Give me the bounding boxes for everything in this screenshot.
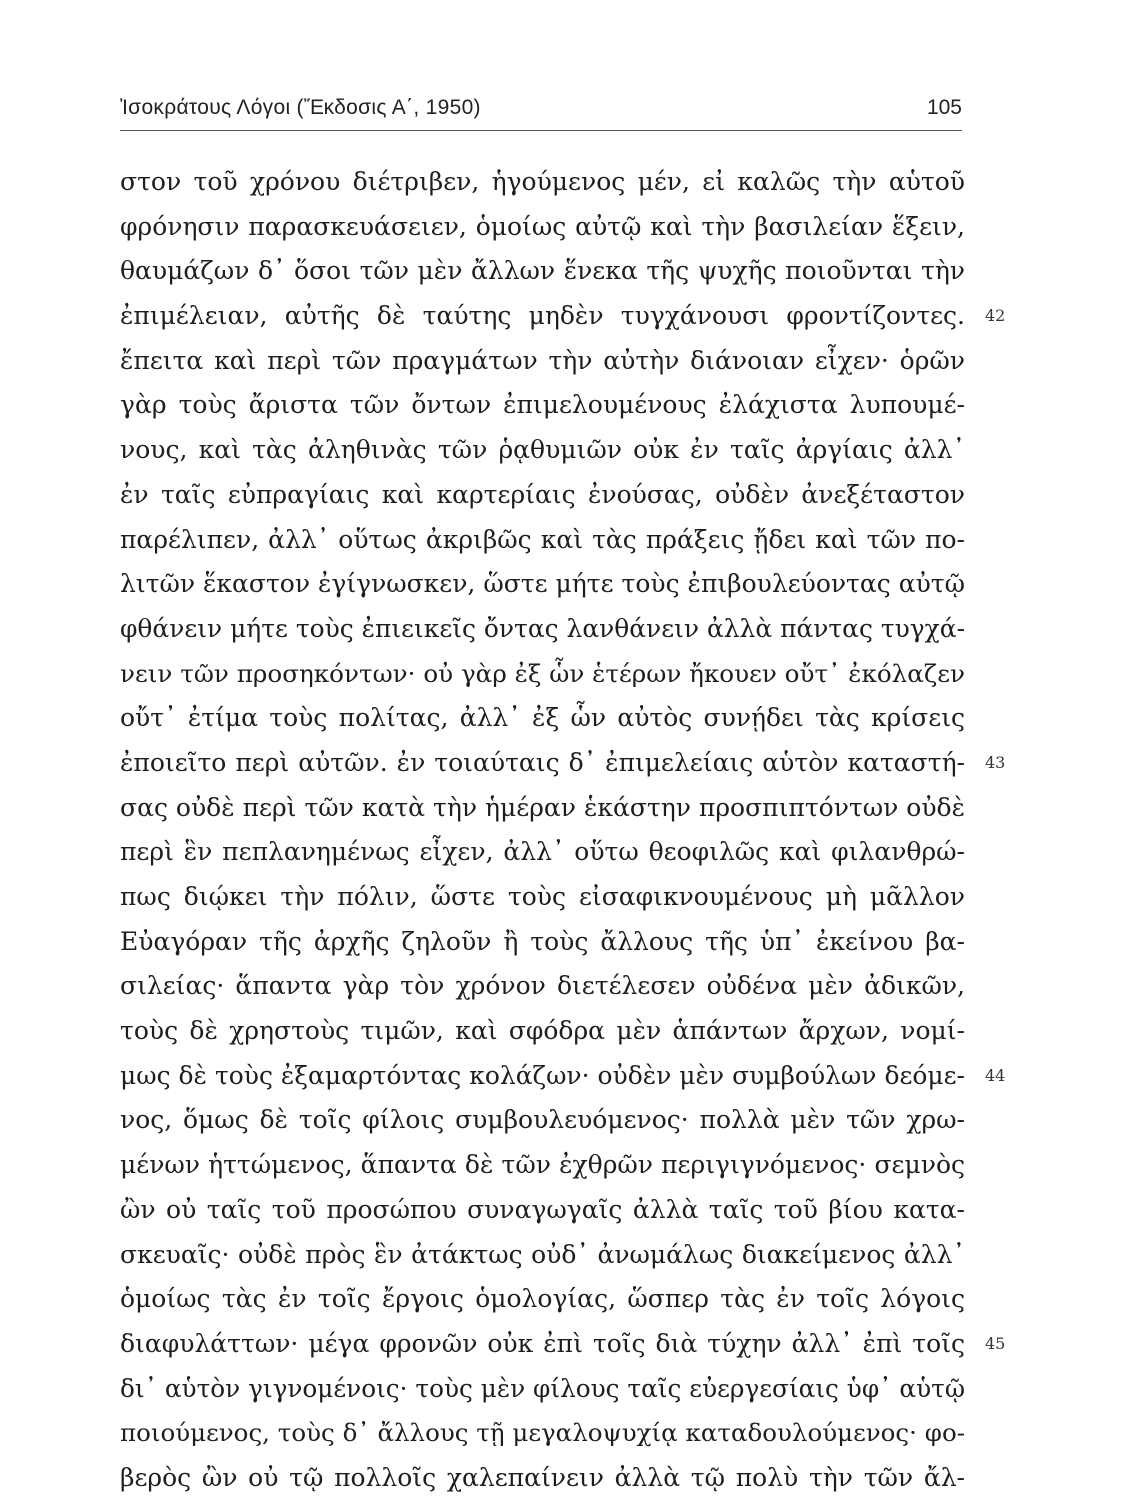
text-line xyxy=(120,205,965,250)
text-line xyxy=(120,1054,1006,1099)
text-line xyxy=(120,607,965,652)
text-line xyxy=(120,1456,965,1501)
text-line xyxy=(120,428,965,473)
running-head xyxy=(120,96,962,130)
line-text: λιτῶν ἕκαστον ἐγίγνωσκεν, ὥστε μήτε τοὺς ἐπιβουλεύοντας αὐτῷ xyxy=(120,569,965,599)
line-text: οὔτ᾽ ἐτίμα τοὺς πολίτας, ἀλλ᾽ ἐξ ὧν αὐτὸς συνῄδει τὰς κρίσεις xyxy=(120,703,965,733)
page-number: 105 xyxy=(926,96,962,119)
line-text: νειν τῶν προσηκόντων· οὐ γὰρ ἐξ ὧν ἑτέρων ἤκουεν οὔτ᾽ ἐκόλαζεν xyxy=(120,658,965,688)
line-text: Εὐαγόραν τῆς ἀρχῆς ζηλοῦν ἢ τοὺς ἄλλους τῆς ὑπ᾽ ἐκείνου βα- xyxy=(120,926,965,956)
line-text: μένων ἡττώμενος, ἅπαντα δὲ τῶν ἐχθρῶν περιγιγνόμενος· σεμνὸς xyxy=(120,1150,965,1180)
line-text: παρέλιπεν, ἀλλ᾽ οὕτως ἀκριβῶς καὶ τὰς πράξεις ᾔδει καὶ τῶν πο- xyxy=(120,524,965,554)
text-line xyxy=(120,1188,965,1233)
line-text: ἔπειτα καὶ περὶ τῶν πραγμάτων τὴν αὐτὴν διάνοιαν εἶχεν· ὁρῶν xyxy=(120,345,965,375)
line-text: περὶ ἓν πεπλανημένως εἶχεν, ἀλλ᾽ οὕτω θεοφιλῶς καὶ φιλανθρώ- xyxy=(120,837,965,867)
margin-section-number: 45 xyxy=(985,1333,1006,1353)
line-text: βερὸς ὢν οὐ τῷ πολλοῖς χαλεπαίνειν ἀλλὰ τῷ πολὺ τὴν τῶν ἄλ- xyxy=(120,1462,965,1492)
line-text: διαφυλάττων· μέγα φρονῶν οὐκ ἐπὶ τοῖς διὰ τύχην ἀλλ᾽ ἐπὶ τοῖς xyxy=(120,1328,965,1358)
text-line xyxy=(120,786,965,831)
line-text: πως διῴκει τὴν πόλιν, ὥστε τοὺς εἰσαφικνουμένους μὴ μᾶλλον xyxy=(120,882,965,911)
text-line xyxy=(120,249,965,294)
line-text: ἐν ταῖς εὐπραγίαις καὶ καρτερίαις ἐνούσας, οὐδὲν ἀνεξέταστον xyxy=(120,479,965,509)
line-text: δι᾽ αὑτὸν γιγνομένοις· τοὺς μὲν φίλους ταῖς εὐεργεσίαις ὑφ᾽ αὑτῷ xyxy=(120,1373,965,1403)
line-text: ποιούμενος, τοὺς δ᾽ ἄλλους τῇ μεγαλοψυχίᾳ καταδουλούμενος· φο- xyxy=(120,1418,965,1448)
line-text: σκευαῖς· οὐδὲ πρὸς ἓν ἀτάκτως οὐδ᾽ ἀνωμάλως διακείμενος ἀλλ᾽ xyxy=(120,1239,965,1269)
line-text: θαυμάζων δ᾽ ὅσοι τῶν μὲν ἄλλων ἕνεκα τῆς ψυχῆς ποιοῦνται τὴν xyxy=(120,256,965,286)
line-text: σας οὐδὲ περὶ τῶν κατὰ τὴν ἡμέραν ἑκάστην προσπιπτόντων οὐδὲ xyxy=(120,792,965,822)
text-line xyxy=(120,830,965,875)
line-text: ὢν οὐ ταῖς τοῦ προσώπου συναγωγαῖς ἀλλὰ ταῖς τοῦ βίου κατα- xyxy=(120,1194,965,1224)
text-line xyxy=(120,160,965,205)
line-text: φθάνειν μήτε τοὺς ἐπιεικεῖς ὄντας λανθάνειν ἀλλὰ πάντας τυγχά- xyxy=(120,613,965,643)
text-line xyxy=(120,741,1006,786)
running-title: Ἰσοκράτους Λόγοι (Ἔκδοσις Α΄, 1950) xyxy=(120,96,481,119)
text-line xyxy=(120,473,965,518)
body-text xyxy=(120,160,1006,1501)
margin-section-number: 43 xyxy=(985,752,1006,772)
text-line xyxy=(120,518,965,563)
text-line xyxy=(120,1367,965,1412)
line-text: μως δὲ τοὺς ἐξαμαρτόντας κολάζων· οὐδὲν μὲν συμβούλων δεόμε- xyxy=(120,1060,965,1090)
line-text: ἐποιεῖτο περὶ αὐτῶν. ἐν τοιαύταις δ᾽ ἐπιμελείαις αὑτὸν καταστή- xyxy=(120,747,965,777)
text-line xyxy=(120,964,965,1009)
text-line xyxy=(120,1411,965,1456)
text-line xyxy=(120,339,965,384)
line-text: ἐπιμέλειαν, αὐτῆς δὲ ταύτης μηδὲν τυγχάνουσι φροντίζοντες. xyxy=(120,301,965,331)
text-line xyxy=(120,294,1006,339)
line-text: ὁμοίως τὰς ἐν τοῖς ἔργοις ὁμολογίας, ὥσπερ τὰς ἐν τοῖς λόγοις xyxy=(120,1284,965,1314)
text-line xyxy=(120,875,965,920)
text-line xyxy=(120,652,965,697)
text-line xyxy=(120,1009,965,1054)
line-text: νους, καὶ τὰς ἀληθινὰς τῶν ῥᾳθυμιῶν οὐκ ἐν ταῖς ἀργίαις ἀλλ᾽ xyxy=(120,435,965,465)
margin-section-number: 44 xyxy=(985,1065,1006,1085)
margin-section-number: 42 xyxy=(985,306,1006,326)
text-line xyxy=(120,696,965,741)
text-line xyxy=(120,1277,965,1322)
text-line xyxy=(120,1098,965,1143)
header-rule xyxy=(120,130,962,131)
text-line xyxy=(120,1143,965,1188)
line-text: φρόνησιν παρασκευάσειεν, ὁμοίως αὐτῷ καὶ τὴν βασιλείαν ἕξειν, xyxy=(120,211,965,241)
line-text: τοὺς δὲ χρηστοὺς τιμῶν, καὶ σφόδρα μὲν ἁπάντων ἄρχων, νομί- xyxy=(120,1016,965,1046)
text-line xyxy=(120,383,965,428)
text-line xyxy=(120,920,965,965)
line-text: στον τοῦ χρόνου διέτριβεν, ἡγούμενος μέν, εἰ καλῶς τὴν αὑτοῦ xyxy=(120,167,965,196)
line-text: γὰρ τοὺς ἄριστα τῶν ὄντων ἐπιμελουμένους ἐλάχιστα λυπουμέ- xyxy=(120,390,965,420)
text-line xyxy=(120,562,965,607)
line-text: νος, ὅμως δὲ τοῖς φίλοις συμβουλευόμενος· πολλὰ μὲν τῶν χρω- xyxy=(120,1105,965,1135)
line-text: σιλείας· ἅπαντα γὰρ τὸν χρόνον διετέλεσεν οὐδένα μὲν ἀδικῶν, xyxy=(120,971,965,1001)
text-line xyxy=(120,1233,965,1278)
text-line xyxy=(120,1322,1006,1367)
